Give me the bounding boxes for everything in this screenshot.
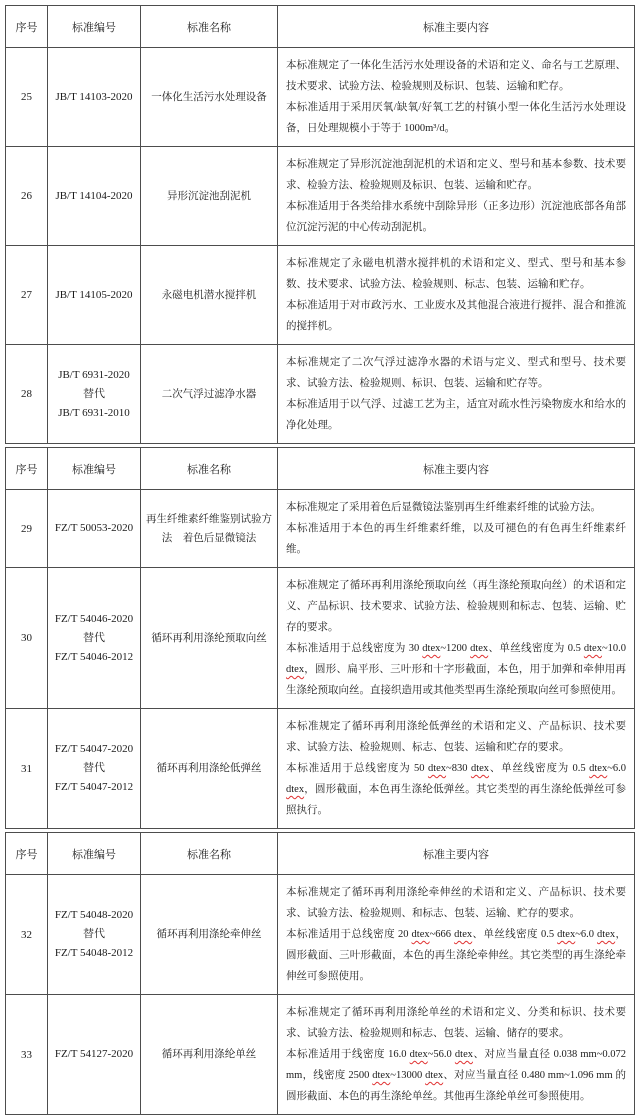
- standard-serial-number: 27: [6, 246, 48, 345]
- standard-code-cell: [48, 568, 141, 709]
- spellcheck-underline: dtex: [597, 929, 616, 940]
- standard-content-paragraph: 本标准适用于总线密度为 30 dtex~1200 dtex、单丝线密度为 0.5 dtex~10.0 dtex，圆形、扁平形、三叶形和十字形截面，本色，用于加弹和牵伸用再生涤纶预取向丝。直接织造用或其他类型再生涤纶预取向丝可参照使用。: [286, 643, 627, 696]
- standard-serial-number: 33: [6, 995, 48, 1115]
- standard-content-paragraph: 本标准规定了循环再利用涤纶单丝的术语和定义、分类和标识、技术要求、试验方法、检验规则和标志、包装、运输、储存的要求。: [286, 1007, 626, 1039]
- standard-row: [6, 568, 635, 709]
- standard-serial-number: 28: [6, 345, 48, 444]
- standard-code-line: FZ/T 54127-2020: [54, 1048, 134, 1060]
- spellcheck-underline: dtex: [411, 929, 430, 940]
- standard-content-paragraph: 本标准适用于对市政污水、工业废水及其他混合液进行搅拌、混合和推流的搅拌机。: [286, 300, 626, 332]
- standard-content-paragraph: 本标准规定了循环再利用涤纶低弹丝的术语和定义、产品标识、技术要求、试验方法、检验规则、标志、包装、运输和贮存的要求。: [286, 721, 626, 753]
- standard-code-line: JB/T 6931-2010: [58, 406, 130, 419]
- standard-content-paragraph: 本标准适用于总线密度 20 dtex~666 dtex、单丝线密度 0.5 dtex~6.0 dtex，圆形截面、三叶形截面，本色的再生涤纶牵伸丝。其它类型的再生涤纶牵伸丝可参照使用。: [286, 929, 627, 982]
- column-header-code: 标准编号: [48, 6, 141, 48]
- standard-name-cell: 一体化生活污水处理设备: [141, 48, 278, 147]
- standard-row: [6, 345, 635, 444]
- spellcheck-underline: dtex: [286, 664, 305, 675]
- column-header-no: 序号: [6, 448, 48, 490]
- standard-name-cell: 再生纤维素纤维鉴别试验方法 着色后显微镜法: [141, 490, 278, 568]
- standard-content-paragraph: 本标准规定了循环再利用涤纶预取向丝（再生涤纶预取向丝）的术语和定义、产品标识、技术要求、试验方法、检验规则和标志、包装、运输、贮存的要求。: [286, 580, 626, 633]
- standards-table-section: [5, 5, 635, 444]
- spellcheck-underline: dtex: [286, 784, 305, 795]
- standard-code-line: FZ/T 54048-2012: [54, 947, 134, 959]
- standard-code-line: FZ/T 54046-2012: [54, 650, 134, 663]
- standard-serial-number: 30: [6, 568, 48, 709]
- standard-row: [6, 875, 635, 995]
- spellcheck-underline: dtex: [427, 763, 447, 774]
- standard-code-line: JB/T 14105-2020: [55, 288, 133, 301]
- standard-code-cell: [48, 709, 141, 829]
- standard-code-line: 替代: [83, 631, 105, 644]
- standard-content-paragraph: 本标准规定了采用着色后显微镜法鉴别再生纤维素纤维的试验方法。: [286, 502, 601, 513]
- standard-content-cell: [278, 147, 635, 246]
- standard-code-cell: [48, 246, 141, 345]
- standard-content-cell: [278, 490, 635, 568]
- standard-name-cell: 循环再利用涤纶预取向丝: [141, 568, 278, 709]
- standard-content-paragraph: 本标准规定了异形沉淀池刮泥机的术语和定义、型号和基本参数、技术要求、检验方法、检验规则及标识、包装、运输和贮存。: [286, 159, 626, 191]
- column-header-no: 序号: [6, 833, 48, 875]
- standards-table-section: [5, 447, 635, 829]
- spellcheck-underline: dtex: [372, 1070, 391, 1081]
- standards-tables-container: [5, 5, 635, 1115]
- spellcheck-underline: dtex: [583, 643, 602, 654]
- standard-code-line: FZ/T 50053-2020: [54, 522, 134, 534]
- standard-content-paragraph: 本标准规定了永磁电机潜水搅拌机的术语和定义、型式、型号和基本参数、技术要求、试验方法、检验规则、标志、包装、运输和贮存。: [286, 258, 626, 290]
- standard-content-paragraph: 本标准规定了一体化生活污水处理设备的术语和定义、命名与工艺原理、技术要求、试验方法、检验规则及标识、包装、运输和贮存。: [286, 60, 626, 92]
- spellcheck-underline: dtex: [409, 1049, 428, 1060]
- standard-content-cell: [278, 995, 635, 1115]
- standard-content-paragraph: 本标准适用于本色的再生纤维素纤维，以及可褪色的有色再生纤维素纤维。: [286, 523, 626, 555]
- column-header-no: 序号: [6, 6, 48, 48]
- standard-row: [6, 490, 635, 568]
- standard-content-paragraph: 本标准适用于线密度 16.0 dtex~56.0 dtex、对应当量直径 0.038 mm~0.072 mm，线密度 2500 dtex~13000 dtex、对应当量直径 0.480 mm~1.096 mm 的圆形截面、本色的再生涤纶单丝。其他再生涤纶单丝可参照使用。: [286, 1049, 627, 1102]
- column-header-name: 标准名称: [141, 833, 278, 875]
- standard-content-paragraph: 本标准适用于以气浮、过滤工艺为主，适宜对疏水性污染物废水和给水的净化处理。: [286, 399, 626, 431]
- standard-content-cell: [278, 709, 635, 829]
- column-header-content: 标准主要内容: [278, 833, 635, 875]
- column-header-content: 标准主要内容: [278, 448, 635, 490]
- standard-content-paragraph: 本标准适用于采用厌氧/缺氧/好氧工艺的村镇小型一体化生活污水处理设备，日处理规模小于等于 1000m³/d。: [286, 102, 626, 134]
- spellcheck-underline: dtex: [422, 643, 441, 654]
- standard-code-line: FZ/T 54047-2020: [54, 743, 134, 755]
- spellcheck-underline: dtex: [589, 763, 608, 774]
- standard-serial-number: 26: [6, 147, 48, 246]
- table-header-row: [6, 833, 635, 875]
- standard-content-cell: [278, 48, 635, 147]
- standard-content-cell: [278, 345, 635, 444]
- standard-code-cell: [48, 875, 141, 995]
- spellcheck-underline: dtex: [470, 643, 489, 654]
- standard-code-line: 替代: [83, 387, 105, 400]
- table-header-row: [6, 6, 635, 48]
- standard-code-line: 替代: [83, 762, 105, 774]
- standard-serial-number: 31: [6, 709, 48, 829]
- standard-serial-number: 25: [6, 48, 48, 147]
- standard-name-cell: 循环再利用涤纶牵伸丝: [141, 875, 278, 995]
- spellcheck-underline: dtex: [425, 1070, 444, 1081]
- standard-code-cell: [48, 995, 141, 1115]
- spellcheck-underline: dtex: [557, 929, 576, 940]
- table-header-row: [6, 448, 635, 490]
- standard-code-cell: [48, 345, 141, 444]
- standard-row: [6, 995, 635, 1115]
- standard-name-cell: 循环再利用涤纶单丝: [141, 995, 278, 1115]
- standard-code-cell: [48, 490, 141, 568]
- standard-serial-number: 32: [6, 875, 48, 995]
- standard-row: [6, 48, 635, 147]
- standard-name-cell: 永磁电机潜水搅拌机: [141, 246, 278, 345]
- standard-content-paragraph: 本标准适用于各类给排水系统中刮除异形（正多边形）沉淀池底部各角部位沉淀污泥的中心传动刮泥机。: [286, 201, 626, 233]
- standard-content-paragraph: 本标准规定了循环再利用涤纶牵伸丝的术语和定义、产品标识、技术要求、试验方法、检验规则、和标志、包装、运输、贮存的要求。: [286, 887, 626, 919]
- column-header-name: 标准名称: [141, 6, 278, 48]
- standard-name-cell: 二次气浮过滤净水器: [141, 345, 278, 444]
- standard-content-cell: [278, 246, 635, 345]
- standard-code-line: FZ/T 54046-2020: [54, 612, 134, 625]
- standard-code-line: FZ/T 54048-2020: [54, 909, 134, 921]
- standard-code-line: JB/T 14104-2020: [55, 189, 133, 202]
- spellcheck-underline: dtex: [454, 929, 473, 940]
- standard-code-line: JB/T 6931-2020: [58, 368, 130, 381]
- standards-table-section: [5, 832, 635, 1115]
- column-header-code: 标准编号: [48, 448, 141, 490]
- standard-content-paragraph: 本标准适用于总线密度为 50 dtex~830 dtex、单丝线密度为 0.5 dtex~6.0 dtex，圆形截面，本色再生涤纶低弹丝。其它类型的再生涤纶低弹丝可参照执行。: [286, 763, 627, 816]
- standard-content-paragraph: 本标准规定了二次气浮过滤净水器的术语与定义、型式和型号、技术要求、试验方法、检验规则、标识、包装、运输和贮存等。: [286, 357, 626, 389]
- standard-code-line: JB/T 14103-2020: [55, 90, 133, 103]
- standard-name-cell: 循环再利用涤纶低弹丝: [141, 709, 278, 829]
- standard-row: [6, 246, 635, 345]
- spellcheck-underline: dtex: [454, 1049, 473, 1060]
- standard-row: [6, 709, 635, 829]
- standard-content-cell: [278, 568, 635, 709]
- column-header-code: 标准编号: [48, 833, 141, 875]
- column-header-content: 标准主要内容: [278, 6, 635, 48]
- standard-content-cell: [278, 875, 635, 995]
- standard-name-cell: 异形沉淀池刮泥机: [141, 147, 278, 246]
- standard-code-cell: [48, 48, 141, 147]
- standard-code-cell: [48, 147, 141, 246]
- standard-code-line: FZ/T 54047-2012: [54, 781, 134, 793]
- spellcheck-underline: dtex: [470, 763, 490, 774]
- standard-row: [6, 147, 635, 246]
- standard-serial-number: 29: [6, 490, 48, 568]
- column-header-name: 标准名称: [141, 448, 278, 490]
- standard-code-line: 替代: [83, 928, 105, 940]
